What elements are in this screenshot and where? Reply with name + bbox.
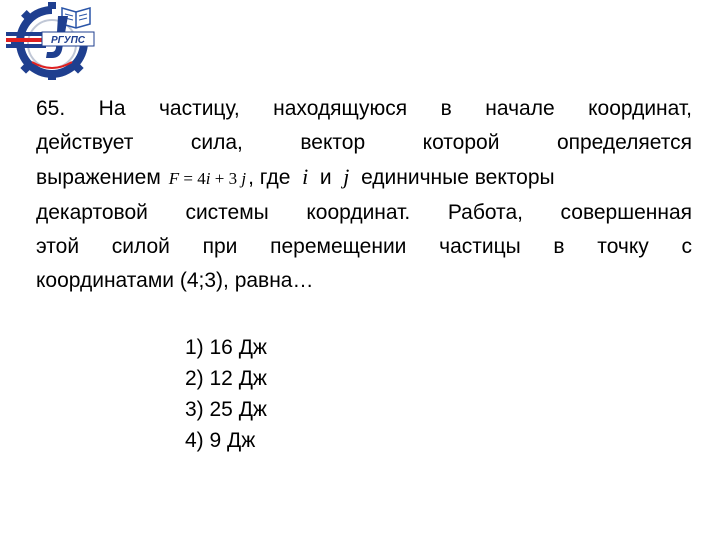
formula-F: F: [168, 169, 180, 188]
formula-j: j: [241, 169, 247, 188]
answer-option-1[interactable]: 1) 16 Дж: [185, 336, 267, 359]
answer-option-2[interactable]: 2) 12 Дж: [185, 367, 267, 390]
force-formula: [161, 162, 248, 196]
formula-c2: 3: [228, 169, 238, 188]
answer-option-3[interactable]: 3) 25 Дж: [185, 398, 267, 421]
answer-options: [185, 332, 267, 456]
problem-line-3: [36, 160, 692, 196]
text-where: , где: [248, 166, 291, 189]
logo-name: РГУПС: [51, 35, 85, 46]
formula-plus: +: [214, 169, 225, 188]
problem-line-5: этой силой при перемещении частицы в точку с: [36, 235, 692, 258]
problem-line-2: действует сила, вектор которой определяется: [36, 131, 692, 154]
text-expression-label: выражением: [36, 166, 161, 189]
formula-eq: =: [183, 169, 194, 188]
text-unit-vectors: единичные векторы: [361, 166, 555, 189]
formula-c1: 4: [197, 169, 206, 188]
problem-statement: [36, 92, 692, 298]
answer-option-4[interactable]: 4) 9 Дж: [185, 429, 256, 452]
problem-line-1: 65. На частицу, находящуюся в начале координат,: [36, 97, 692, 120]
rail-stripes: [6, 32, 46, 48]
problem-line-6: координатами (4;3), равна…: [36, 269, 314, 292]
problem-line-4: декартовой системы координат. Работа, совершенная: [36, 201, 692, 224]
vector-i: i: [302, 164, 309, 189]
vector-j: j: [343, 164, 350, 189]
university-logo: [2, 2, 102, 80]
text-and: и: [319, 166, 332, 189]
formula-i: i: [205, 169, 211, 188]
